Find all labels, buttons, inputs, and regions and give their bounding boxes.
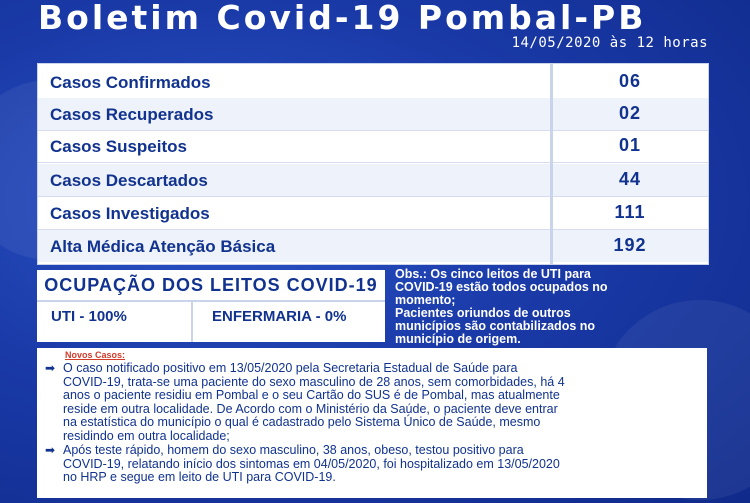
obs-line: Obs.: Os cinco leitos de UTI para: [395, 267, 591, 281]
stat-row-recuperados: [38, 98, 708, 131]
case-line: O caso notificado positivo em 13/05/2020 pela Secretaria Estadual de Saúde para: [63, 361, 518, 375]
stat-row-confirmados: [38, 66, 708, 99]
uti-occupancy: UTI - 100%: [51, 308, 127, 325]
obs-line: Pacientes oriundos de outros: [395, 306, 571, 320]
bed-occupancy-title: OCUPAÇÃO DOS LEITOS COVID-19: [37, 270, 385, 302]
stats-table: [37, 63, 709, 265]
stat-row-alta-medica: [38, 230, 708, 262]
arrow-right-icon: ➡: [45, 443, 56, 457]
stat-label: Casos Confirmados: [50, 73, 211, 92]
stat-row-descartados: [38, 164, 708, 197]
obs-line: momento;: [395, 293, 456, 307]
page-title: Boletim Covid-19 Pombal-PB: [38, 0, 647, 37]
new-cases-label: Novos Casos:: [65, 350, 126, 360]
report-date: 14/05/2020 às 12 horas: [511, 35, 708, 51]
stat-row-suspeitos: [38, 130, 708, 163]
stat-label: Alta Médica Atenção Básica: [50, 237, 276, 256]
stat-label: Casos Suspeitos: [50, 137, 187, 156]
case-line: no HRP e segue em leito de UTI para COVID-19.: [63, 470, 336, 485]
case-item: [45, 362, 695, 444]
obs-line: município de origem.: [395, 332, 521, 346]
case-line: reside em outra localidade. De Acordo com o Ministério da Saúde, o paciente deve entrar: [63, 401, 558, 416]
bed-occupancy-panel: [37, 270, 385, 342]
stat-value: 02: [618, 103, 642, 123]
stat-label: Casos Descartados: [50, 171, 208, 190]
new-cases-panel: [37, 348, 707, 498]
observation-note: [395, 268, 695, 346]
stat-label: Casos Investigados: [50, 204, 210, 223]
bed-divider: [191, 302, 193, 342]
stat-value: 111: [614, 202, 646, 222]
case-line: COVID-19, trata-se uma paciente do sexo masculino de 28 anos, sem comorbidades, há 4: [63, 374, 565, 389]
arrow-right-icon: ➡: [45, 361, 56, 375]
case-item: [45, 444, 695, 486]
stat-value: 192: [613, 235, 647, 255]
stat-value: 44: [618, 169, 642, 189]
stat-value: 06: [618, 71, 642, 91]
obs-line: municípios são contabilizados no: [395, 319, 596, 333]
case-line: COVID-19, relatando início dos sintomas em 04/05/2020, foi hospitalizado em 13/05/2020: [63, 456, 560, 471]
column-divider: [550, 64, 553, 264]
case-line: residindo em outra localidade;: [63, 428, 230, 443]
stat-value: 01: [618, 135, 642, 155]
case-text: [63, 444, 695, 485]
enfermaria-occupancy: ENFERMARIA - 0%: [212, 308, 347, 325]
obs-line: COVID-19 estão todos ocupados no: [395, 280, 608, 294]
case-line: na estatística do município o qual é cadastrado pelo Sistema Único de Saúde, mesmo: [63, 415, 541, 430]
stat-row-investigados: [38, 197, 708, 230]
case-line: anos o paciente residiu em Pombal e o seu Cartão do SUS é de Pombal, mas atualmente: [63, 388, 560, 403]
case-text: [63, 362, 695, 444]
case-line: Após teste rápido, homem do sexo masculino, 38 anos, obeso, testou positivo para: [63, 443, 524, 457]
stat-label: Casos Recuperados: [50, 105, 214, 124]
